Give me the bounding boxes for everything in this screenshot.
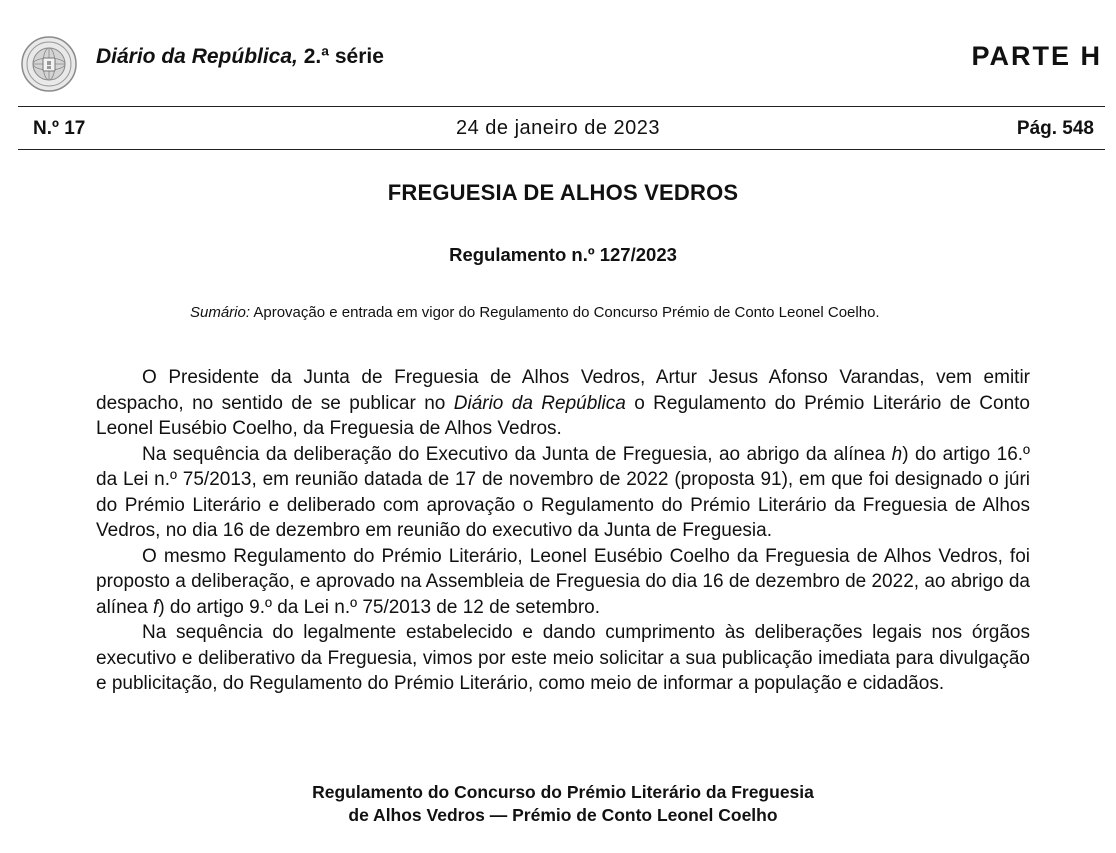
issue-number: N.º 17 [33, 118, 86, 139]
summary-text: Aprovação e entrada em vigor do Regulamento do Concurso Prémio de Conto Leonel Coelho. [253, 304, 880, 321]
gazette-title [96, 44, 384, 70]
paragraph-2-text-b: ) do artigo 16.º da Lei n.º 75/2013, em reunião datada de 17 de novembro de 2022 (proposta 91), em que foi designado o júri do Prémio Literário e deliberado com aprovação o Regulamento do Prémio Literário da Freguesia de Alhos Vedros, no dia 16 de dezembro em reunião do executivo da Junta de Freguesia. [96, 443, 1030, 541]
gazette-name: Diário da República, [96, 45, 298, 68]
paragraph-1-text-b: o Regulamento do Prémio Literário de Conto Leonel Eusébio Coelho, da Freguesia de Alhos Vedros. [96, 392, 1030, 439]
regulation-title: Regulamento n.º 127/2023 [449, 244, 677, 265]
paragraph-4: Na sequência do legalmente estabelecido e dando cumprimento às deliberações legais nos órgãos executivo e deliberativo da Freguesia, vimos por este meio solicitar a sua publicação imediata para divulgação e publicitação, do Regulamento do Prémio Literário, como meio de informar a população e cidadãos. [96, 622, 1030, 694]
header-rule-top [18, 106, 1105, 107]
paragraph-1-italic: Diário da República [453, 392, 626, 414]
entity-heading: FREGUESIA DE ALHOS VEDROS [387, 180, 739, 205]
gazette-header [0, 0, 1116, 110]
paragraph-3-text-a: O mesmo Regulamento do Prémio Literário, Leonel Eusébio Coelho da Freguesia de Alhos Vedros, foi proposto a deliberação, e aprovado na Assembleia de Freguesia do dia 16 de dezembro de 2022, ao abrigo da alínea [96, 545, 1030, 618]
paragraph-3-text-b: ) do artigo 9.º da Lei n.º 75/2013 de 12 de setembro. [158, 596, 601, 618]
page-number: Pág. 548 [1016, 118, 1094, 139]
gazette-series: 2.ª série [297, 45, 384, 68]
paragraph-1 [96, 365, 1030, 442]
body-text [96, 365, 1030, 697]
paragraph-2-text-a: Na sequência da deliberação do Executivo da Junta de Freguesia, ao abrigo da alínea [142, 443, 892, 465]
header-rule-bottom [18, 149, 1105, 150]
annex-title [0, 781, 1116, 827]
paragraph-2 [96, 442, 1030, 544]
part-label: PARTE H [971, 41, 1102, 71]
summary-block [190, 303, 950, 322]
issue-date: 24 de janeiro de 2023 [456, 117, 660, 139]
coat-of-arms-seal-icon [20, 35, 78, 93]
annex-title-line-2: de Alhos Vedros — Prémio de Conto Leonel Coelho [348, 805, 778, 825]
annex-title-line-1: Regulamento do Concurso do Prémio Literário da Freguesia [312, 782, 814, 802]
paragraph-3-italic: f [153, 596, 159, 618]
paragraph-3 [96, 544, 1030, 621]
paragraph-1-text-a: O Presidente da Junta de Freguesia de Alhos Vedros, Artur Jesus Afonso Varandas, vem emitir despacho, no sentido de se publicar no [96, 367, 1030, 414]
paragraph-2-italic: h [891, 443, 903, 465]
summary-label: Sumário: [190, 304, 251, 321]
